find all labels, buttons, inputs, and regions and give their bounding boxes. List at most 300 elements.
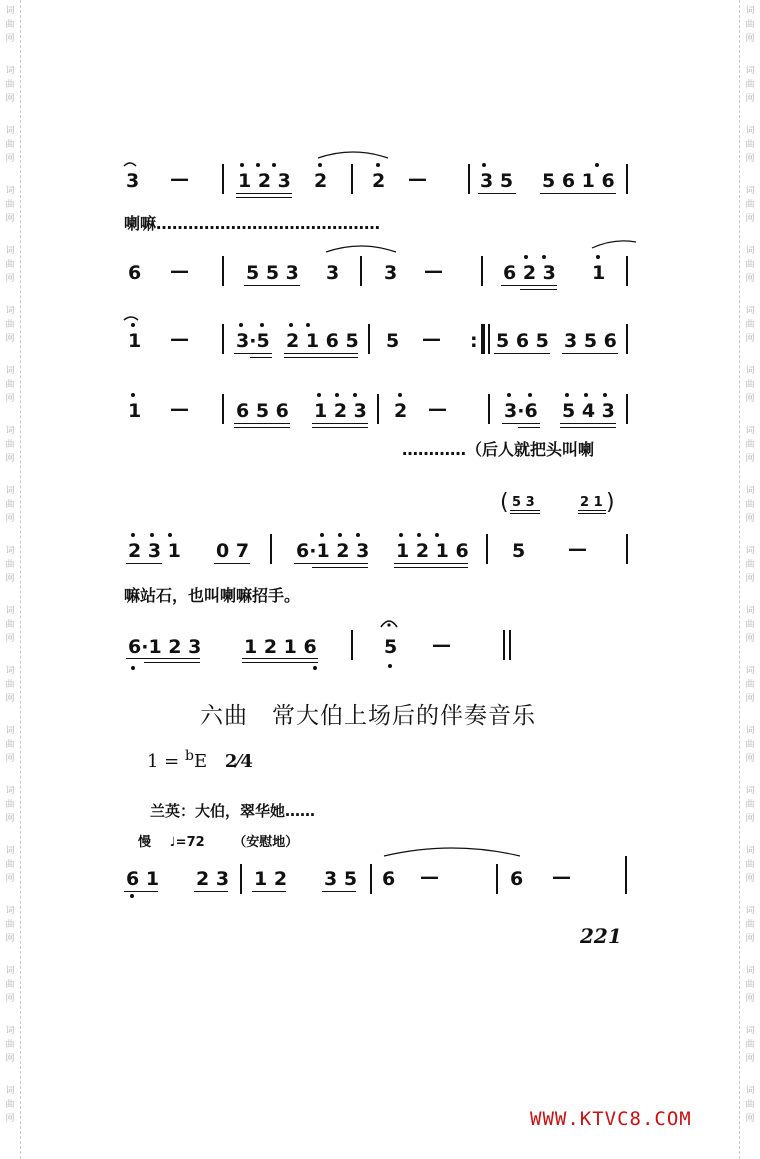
bar-line bbox=[351, 164, 353, 194]
high-dot bbox=[399, 533, 403, 537]
final-bar-thin bbox=[509, 630, 511, 660]
watermark-char: 词 bbox=[745, 966, 755, 976]
underline bbox=[242, 658, 318, 659]
underline bbox=[578, 513, 606, 514]
dash-extension: — bbox=[170, 260, 189, 282]
note: 1 bbox=[128, 400, 142, 422]
note-group: 2 1 6 5 bbox=[286, 330, 359, 352]
watermark-char: 网 bbox=[5, 1054, 15, 1064]
note: 3 bbox=[326, 262, 340, 284]
note: 6 bbox=[382, 868, 396, 890]
watermark-char: 网 bbox=[745, 934, 755, 944]
high-dot bbox=[168, 533, 172, 537]
repeat-dots: : bbox=[470, 330, 478, 352]
key-note: E bbox=[193, 751, 208, 772]
ornament-notes: 2 1 bbox=[580, 495, 603, 510]
watermark-group bbox=[745, 844, 754, 904]
watermark-char: 曲 bbox=[5, 800, 15, 810]
watermark-group bbox=[745, 1024, 754, 1084]
note-group: 6·1 2 3 bbox=[296, 540, 370, 562]
watermark-char: 曲 bbox=[745, 1100, 755, 1110]
watermark-char: 曲 bbox=[745, 860, 755, 870]
lyric-line-1: 喇嘛…………………………………… bbox=[124, 214, 381, 233]
tie-arc bbox=[124, 314, 138, 322]
underline bbox=[126, 563, 162, 564]
watermark-group bbox=[745, 4, 754, 64]
dash-extension: — bbox=[408, 168, 427, 190]
watermark-char: 曲 bbox=[745, 440, 755, 450]
high-dot bbox=[398, 393, 402, 397]
watermark-group bbox=[745, 724, 754, 784]
watermark-char: 网 bbox=[5, 514, 15, 524]
watermark-char: 网 bbox=[745, 694, 755, 704]
lyric-line-4: …………（后人就把头叫喇 bbox=[402, 440, 595, 459]
watermark-char: 词 bbox=[5, 126, 15, 136]
dash-extension: — bbox=[420, 866, 439, 888]
page-number: 221 bbox=[580, 924, 622, 948]
watermark-char: 曲 bbox=[745, 1040, 755, 1050]
watermark-char: 词 bbox=[5, 186, 15, 196]
underline bbox=[562, 353, 618, 354]
watermark-char: 词 bbox=[5, 726, 15, 736]
dash-extension: — bbox=[432, 634, 451, 656]
watermark-char: 网 bbox=[745, 814, 755, 824]
underline bbox=[502, 423, 540, 424]
watermark-group bbox=[5, 304, 14, 364]
watermark-char: 曲 bbox=[745, 320, 755, 330]
underline bbox=[312, 567, 368, 568]
watermark-char: 词 bbox=[745, 6, 755, 16]
note-group: 1 2 bbox=[254, 868, 288, 890]
underline bbox=[510, 513, 540, 514]
watermark-char: 网 bbox=[745, 454, 755, 464]
bar-line bbox=[626, 324, 628, 354]
watermark-char: 曲 bbox=[745, 740, 755, 750]
bar-line bbox=[222, 324, 224, 354]
watermark-char: 曲 bbox=[745, 980, 755, 990]
watermark-char: 网 bbox=[745, 994, 755, 1004]
watermark-group bbox=[745, 784, 754, 844]
high-dot bbox=[435, 533, 439, 537]
watermark-char: 曲 bbox=[5, 560, 15, 570]
dash-extension: — bbox=[170, 168, 189, 190]
repeat-bar-thin bbox=[488, 324, 490, 354]
tie-arc bbox=[124, 160, 136, 168]
left-border bbox=[20, 0, 21, 1159]
underline bbox=[250, 357, 272, 358]
watermark-char: 词 bbox=[5, 906, 15, 916]
watermark-char: 词 bbox=[5, 246, 15, 256]
watermark-char: 词 bbox=[5, 606, 15, 616]
note: 2 bbox=[372, 170, 386, 192]
watermark-group bbox=[5, 664, 14, 724]
watermark-char: 网 bbox=[745, 634, 755, 644]
underline bbox=[234, 423, 290, 424]
high-dot bbox=[524, 255, 528, 259]
watermark-group bbox=[745, 964, 754, 1024]
note-group: 3 5 6 bbox=[564, 330, 617, 352]
watermark-group bbox=[745, 424, 754, 484]
watermark-char: 词 bbox=[745, 606, 755, 616]
high-dot bbox=[150, 533, 154, 537]
watermark-group bbox=[745, 184, 754, 244]
note: 5 bbox=[512, 540, 526, 562]
watermark-char: 网 bbox=[5, 874, 15, 884]
note: 5 bbox=[384, 636, 398, 658]
high-dot bbox=[320, 533, 324, 537]
site-watermark: WWW.KTVC8.COM bbox=[530, 1108, 692, 1130]
watermark-group bbox=[5, 184, 14, 244]
note-group: 3 5 bbox=[480, 170, 514, 192]
watermark-char: 词 bbox=[5, 666, 15, 676]
watermark-char: 词 bbox=[5, 486, 15, 496]
watermark-char: 网 bbox=[5, 994, 15, 1004]
underline bbox=[244, 285, 300, 286]
underline bbox=[322, 891, 356, 892]
note-group: 2 3 1 bbox=[128, 540, 181, 562]
watermark-char: 网 bbox=[5, 754, 15, 764]
watermark-group bbox=[5, 244, 14, 304]
low-dot bbox=[388, 664, 392, 668]
note-group: 1 2 3 bbox=[314, 400, 367, 422]
note-group: 3·5 bbox=[236, 330, 270, 352]
watermark-char: 网 bbox=[5, 574, 15, 584]
underline bbox=[236, 193, 292, 194]
watermark-char: 曲 bbox=[5, 620, 15, 630]
lyric-line-5: 嘛站石，也叫喇嘛招手。 bbox=[124, 586, 301, 605]
watermark-char: 词 bbox=[745, 486, 755, 496]
underline bbox=[312, 423, 368, 424]
dash-extension: — bbox=[422, 328, 441, 350]
underline bbox=[144, 662, 200, 663]
watermark-char: 网 bbox=[745, 754, 755, 764]
watermark-char: 网 bbox=[745, 154, 755, 164]
watermark-char: 网 bbox=[5, 454, 15, 464]
watermark-char: 曲 bbox=[5, 20, 15, 30]
underline bbox=[394, 567, 468, 568]
high-dot bbox=[131, 533, 135, 537]
bar-line bbox=[222, 256, 224, 286]
watermark-char: 词 bbox=[5, 66, 15, 76]
underline bbox=[234, 427, 290, 428]
watermark-group bbox=[745, 244, 754, 304]
underline bbox=[478, 193, 516, 194]
slur-arc bbox=[318, 148, 388, 160]
left-watermark-column bbox=[2, 0, 18, 1159]
underline bbox=[284, 357, 358, 358]
watermark-char: 词 bbox=[5, 846, 15, 856]
note: 1 bbox=[128, 330, 142, 352]
note-group: 5 5 3 bbox=[246, 262, 299, 284]
watermark-char: 曲 bbox=[5, 140, 15, 150]
watermark-char: 词 bbox=[5, 546, 15, 556]
underline bbox=[294, 563, 368, 564]
watermark-char: 网 bbox=[5, 814, 15, 824]
underline bbox=[194, 891, 228, 892]
high-dot bbox=[335, 393, 339, 397]
underline bbox=[578, 510, 606, 511]
paren-close: ) bbox=[606, 490, 615, 515]
watermark-char: 曲 bbox=[745, 560, 755, 570]
underline bbox=[560, 423, 616, 424]
bar-line bbox=[481, 256, 483, 286]
watermark-char: 词 bbox=[745, 846, 755, 856]
watermark-char: 词 bbox=[745, 426, 755, 436]
watermark-group bbox=[5, 784, 14, 844]
underline bbox=[214, 563, 250, 564]
watermark-char: 曲 bbox=[5, 500, 15, 510]
watermark-char: 网 bbox=[5, 94, 15, 104]
watermark-group bbox=[5, 424, 14, 484]
tempo-label: 慢 bbox=[138, 835, 152, 850]
underline bbox=[252, 891, 286, 892]
watermark-char: 网 bbox=[745, 874, 755, 884]
watermark-char: 网 bbox=[745, 1114, 755, 1124]
watermark-group bbox=[745, 364, 754, 424]
watermark-char: 曲 bbox=[5, 680, 15, 690]
tempo-value: ♩=72 bbox=[169, 835, 205, 850]
watermark-group bbox=[745, 1084, 754, 1144]
bar-line bbox=[496, 864, 498, 894]
dash-extension: — bbox=[428, 398, 447, 420]
high-dot bbox=[289, 323, 293, 327]
high-dot bbox=[353, 393, 357, 397]
bar-line bbox=[240, 864, 242, 894]
watermark-char: 词 bbox=[745, 126, 755, 136]
underline bbox=[124, 891, 158, 892]
high-dot bbox=[306, 323, 310, 327]
high-dot bbox=[528, 393, 532, 397]
underline bbox=[312, 427, 368, 428]
watermark-char: 词 bbox=[5, 1086, 15, 1096]
note: 3 bbox=[384, 262, 398, 284]
note-group: 6 1 bbox=[126, 868, 160, 890]
watermark-char: 曲 bbox=[745, 620, 755, 630]
note-group: 6·1 2 3 bbox=[128, 636, 202, 658]
right-watermark-column bbox=[742, 0, 758, 1159]
watermark-group bbox=[5, 1084, 14, 1144]
note: 6 bbox=[128, 262, 142, 284]
watermark-char: 曲 bbox=[745, 260, 755, 270]
watermark-char: 词 bbox=[745, 1086, 755, 1096]
watermark-char: 曲 bbox=[745, 200, 755, 210]
high-dot bbox=[240, 163, 244, 167]
note-group: 1 2 3 bbox=[238, 170, 291, 192]
high-dot bbox=[260, 323, 264, 327]
high-dot bbox=[318, 163, 322, 167]
watermark-char: 网 bbox=[5, 634, 15, 644]
watermark-char: 词 bbox=[5, 966, 15, 976]
note-group: 2 3 bbox=[196, 868, 230, 890]
watermark-char: 词 bbox=[745, 366, 755, 376]
watermark-char: 词 bbox=[5, 366, 15, 376]
high-dot bbox=[131, 323, 135, 327]
watermark-char: 网 bbox=[745, 394, 755, 404]
watermark-char: 网 bbox=[5, 694, 15, 704]
dash-extension: — bbox=[170, 328, 189, 350]
ornament-notes: 5 3 bbox=[512, 495, 535, 510]
high-dot bbox=[356, 533, 360, 537]
watermark-char: 曲 bbox=[745, 800, 755, 810]
tempo-expression: （安慰地） bbox=[233, 835, 299, 850]
watermark-group bbox=[5, 4, 14, 64]
watermark-group bbox=[745, 124, 754, 184]
watermark-char: 词 bbox=[745, 1026, 755, 1036]
watermark-char: 网 bbox=[745, 34, 755, 44]
dash-extension: — bbox=[568, 538, 587, 560]
high-dot bbox=[603, 393, 607, 397]
note: 5 bbox=[386, 330, 400, 352]
bar-line bbox=[468, 164, 470, 194]
watermark-char: 词 bbox=[745, 906, 755, 916]
high-dot bbox=[239, 323, 243, 327]
bar-line bbox=[488, 394, 490, 424]
watermark-char: 曲 bbox=[5, 740, 15, 750]
underline bbox=[284, 353, 358, 354]
watermark-char: 曲 bbox=[745, 20, 755, 30]
high-dot bbox=[317, 393, 321, 397]
watermark-char: 曲 bbox=[745, 380, 755, 390]
high-dot bbox=[376, 163, 380, 167]
watermark-group bbox=[745, 904, 754, 964]
flat-sign: b bbox=[184, 748, 194, 764]
fermata-icon bbox=[380, 618, 398, 628]
watermark-group bbox=[5, 364, 14, 424]
bar-line bbox=[377, 394, 379, 424]
underline bbox=[518, 427, 540, 428]
underline bbox=[560, 427, 616, 428]
watermark-char: 曲 bbox=[745, 80, 755, 90]
bar-line bbox=[626, 256, 628, 286]
watermark-group bbox=[745, 484, 754, 544]
watermark-char: 网 bbox=[5, 214, 15, 224]
note: 2 bbox=[314, 170, 328, 192]
watermark-char: 词 bbox=[5, 306, 15, 316]
bar-line bbox=[368, 324, 370, 354]
note-group: 6 2 3 bbox=[503, 262, 556, 284]
watermark-group bbox=[5, 904, 14, 964]
watermark-group bbox=[5, 544, 14, 604]
watermark-char: 网 bbox=[5, 394, 15, 404]
bar-line bbox=[351, 630, 353, 660]
tie-arc bbox=[384, 844, 520, 858]
underline bbox=[520, 289, 557, 290]
watermark-char: 曲 bbox=[5, 920, 15, 930]
note: 1 bbox=[592, 262, 606, 284]
note-group: 0 7 bbox=[216, 540, 250, 562]
note-group: 5 6 5 bbox=[496, 330, 549, 352]
high-dot bbox=[595, 163, 599, 167]
watermark-char: 曲 bbox=[5, 260, 15, 270]
watermark-char: 网 bbox=[745, 1054, 755, 1064]
watermark-group bbox=[745, 544, 754, 604]
dash-extension: — bbox=[170, 398, 189, 420]
watermark-char: 词 bbox=[745, 246, 755, 256]
bar-line bbox=[486, 534, 488, 564]
note: 3 bbox=[126, 170, 140, 192]
watermark-char: 词 bbox=[745, 786, 755, 796]
underline bbox=[540, 193, 616, 194]
watermark-char: 网 bbox=[5, 154, 15, 164]
watermark-group bbox=[5, 724, 14, 784]
note-group: 3 5 bbox=[324, 868, 358, 890]
bar-line bbox=[370, 864, 372, 894]
high-dot bbox=[256, 163, 260, 167]
watermark-char: 网 bbox=[745, 214, 755, 224]
watermark-char: 网 bbox=[745, 274, 755, 284]
key-signature bbox=[147, 748, 253, 772]
watermark-char: 词 bbox=[745, 726, 755, 736]
note: 6 bbox=[510, 868, 524, 890]
tie-arc bbox=[592, 238, 636, 250]
watermark-group bbox=[745, 604, 754, 664]
note: 2 bbox=[394, 400, 408, 422]
watermark-group bbox=[5, 1024, 14, 1084]
underline bbox=[242, 662, 318, 663]
watermark-char: 曲 bbox=[745, 680, 755, 690]
watermark-char: 词 bbox=[745, 66, 755, 76]
watermark-char: 词 bbox=[5, 426, 15, 436]
watermark-char: 网 bbox=[745, 94, 755, 104]
watermark-char: 曲 bbox=[745, 920, 755, 930]
right-border bbox=[739, 0, 740, 1159]
low-dot bbox=[131, 666, 135, 670]
watermark-group bbox=[5, 64, 14, 124]
watermark-group bbox=[745, 64, 754, 124]
bar-line bbox=[625, 856, 627, 894]
watermark-group bbox=[5, 484, 14, 544]
watermark-char: 曲 bbox=[5, 1100, 15, 1110]
high-dot bbox=[417, 533, 421, 537]
watermark-char: 词 bbox=[745, 186, 755, 196]
underline bbox=[394, 563, 468, 564]
underline bbox=[126, 658, 200, 659]
watermark-char: 网 bbox=[745, 514, 755, 524]
time-signature: 2⁄4 bbox=[224, 751, 253, 772]
watermark-char: 网 bbox=[745, 574, 755, 584]
watermark-char: 词 bbox=[745, 306, 755, 316]
watermark-char: 网 bbox=[745, 334, 755, 344]
watermark-group bbox=[5, 964, 14, 1024]
watermark-char: 曲 bbox=[5, 380, 15, 390]
underline bbox=[494, 353, 550, 354]
watermark-char: 词 bbox=[5, 6, 15, 16]
watermark-char: 曲 bbox=[5, 860, 15, 870]
bar-line bbox=[626, 164, 628, 194]
watermark-char: 曲 bbox=[745, 140, 755, 150]
underline bbox=[234, 353, 272, 354]
watermark-group bbox=[745, 664, 754, 724]
high-dot bbox=[482, 163, 486, 167]
watermark-char: 网 bbox=[5, 934, 15, 944]
high-dot bbox=[596, 255, 600, 259]
bar-line bbox=[222, 164, 224, 194]
note-group: 3·6 bbox=[504, 400, 538, 422]
note-group: 1 2 1 6 bbox=[396, 540, 469, 562]
underline bbox=[236, 197, 292, 198]
high-dot bbox=[584, 393, 588, 397]
note-group: 5 6 1 6 bbox=[542, 170, 615, 192]
bar-line bbox=[360, 256, 362, 286]
dash-extension: — bbox=[424, 260, 443, 282]
watermark-char: 网 bbox=[5, 274, 15, 284]
bar-line bbox=[270, 534, 272, 564]
watermark-group bbox=[5, 124, 14, 184]
high-dot bbox=[131, 393, 135, 397]
watermark-char: 词 bbox=[5, 1026, 15, 1036]
watermark-char: 曲 bbox=[745, 500, 755, 510]
final-bar-thin bbox=[503, 630, 505, 660]
